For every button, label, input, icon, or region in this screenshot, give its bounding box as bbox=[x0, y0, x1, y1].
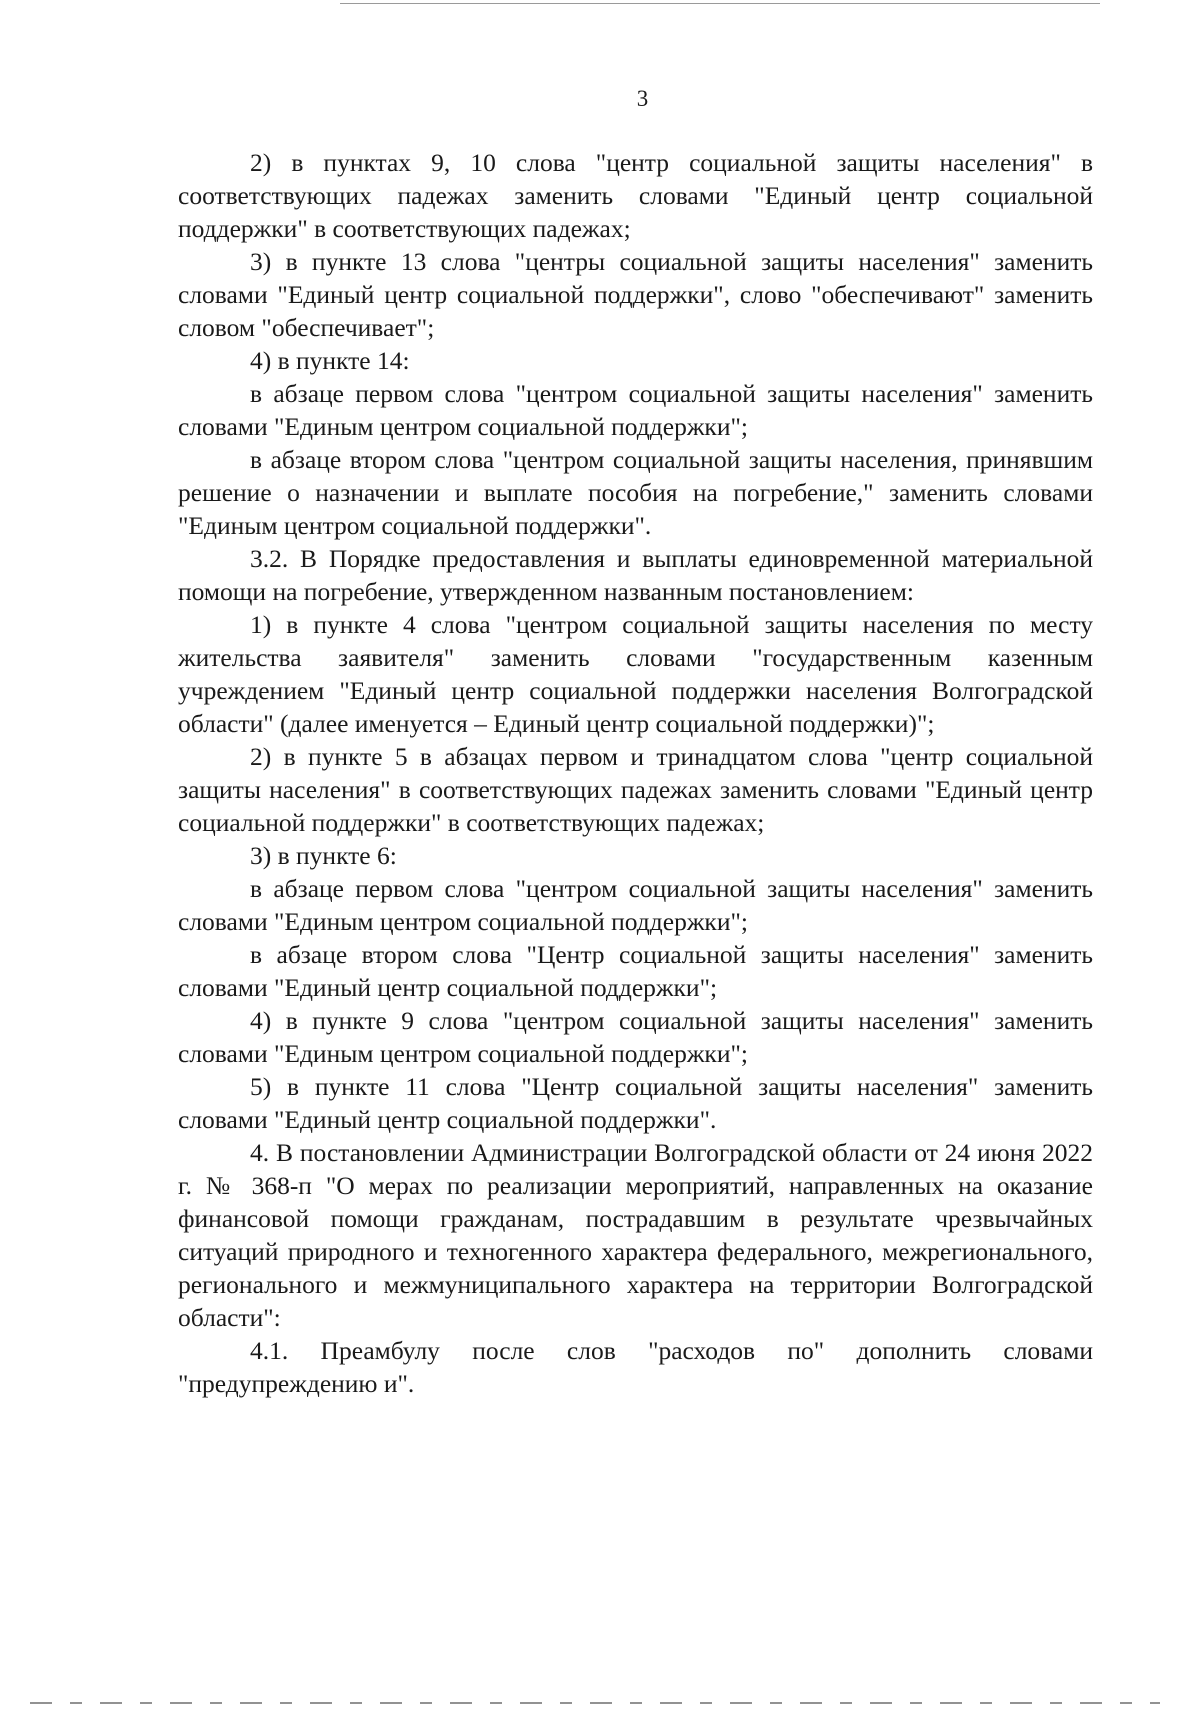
paragraph-item-5-point-11: 5) в пункте 11 слова "Центр социальной защиты населения" заменить словами "Единый центр социальной поддержки". bbox=[178, 1072, 1093, 1134]
paragraph-item-2-points-9-10: 2) в пунктах 9, 10 слова "центр социальной защиты населения" в соответствующих падежах заменить словами "Единый центр социальной поддержки" в соответствующих падежах; bbox=[178, 148, 1093, 243]
scan-edge-bottom bbox=[30, 1702, 1160, 1704]
paragraph-section-4-1: 4.1. Преамбулу после слов "расходов по" дополнить словами "предупреждению и". bbox=[178, 1336, 1093, 1398]
paragraph-first-subparagraph: в абзаце первом слова "центром социальной защиты населения" заменить словами "Единым центром социальной поддержки"; bbox=[178, 379, 1093, 441]
paragraph-item-1-point-4: 1) в пункте 4 слова "центром социальной защиты населения по месту жительства заявителя" заменить словами "государственным казенным учреждением "Единый центр социальной поддержки населения Волгоградской области" (далее именуется – Единый центр социальной поддержки)"; bbox=[178, 610, 1093, 738]
paragraph-item-4-point-9: 4) в пункте 9 слова "центром социальной защиты населения" заменить словами "Единым центром социальной поддержки"; bbox=[178, 1006, 1093, 1068]
paragraph-item-2-point-5: 2) в пункте 5 в абзацах первом и тринадцатом слова "центр социальной защиты населения" в соответствующих падежах заменить словами "Единый центр социальной поддержки" в соответствующих падежах; bbox=[178, 742, 1093, 837]
paragraph-point-6-second-subparagraph: в абзаце втором слова "Центр социальной защиты населения" заменить словами "Единый центр социальной поддержки"; bbox=[178, 940, 1093, 1002]
paragraph-section-4: 4. В постановлении Администрации Волгоградской области от 24 июня 2022 г. № 368-п "О мерах по реализации мероприятий, направленных на оказание финансовой помощи гражданам, пострадавшим в результате чрезвычайных ситуаций природного и техногенного характера федерального, межрегионального, регионального и межмуниципального характера на территории Волгоградской области": bbox=[178, 1138, 1093, 1332]
page-number: 3 bbox=[636, 86, 649, 111]
paragraph-item-3-point-13: 3) в пункте 13 слова "центры социальной защиты населения" заменить словами "Единый центр социальной поддержки", слово "обеспечивают" заменить словом "обеспечивает"; bbox=[178, 247, 1093, 342]
paragraph-second-subparagraph: в абзаце втором слова "центром социальной защиты населения, принявшим решение о назначении и выплате пособия на погребение," заменить словами "Единым центром социальной поддержки". bbox=[178, 445, 1093, 540]
paragraph-item-4-point-14: 4) в пункте 14: bbox=[250, 346, 410, 375]
paragraph-item-3-point-6: 3) в пункте 6: bbox=[250, 841, 397, 870]
scan-edge-top bbox=[340, 3, 1100, 4]
paragraph-point-6-first-subparagraph: в абзаце первом слова "центром социальной защиты населения" заменить словами "Единым центром социальной поддержки"; bbox=[178, 874, 1093, 936]
document-body bbox=[178, 146, 1093, 1400]
paragraph-section-3-2: 3.2. В Порядке предоставления и выплаты единовременной материальной помощи на погребение, утвержденном названным постановлением: bbox=[178, 544, 1093, 606]
